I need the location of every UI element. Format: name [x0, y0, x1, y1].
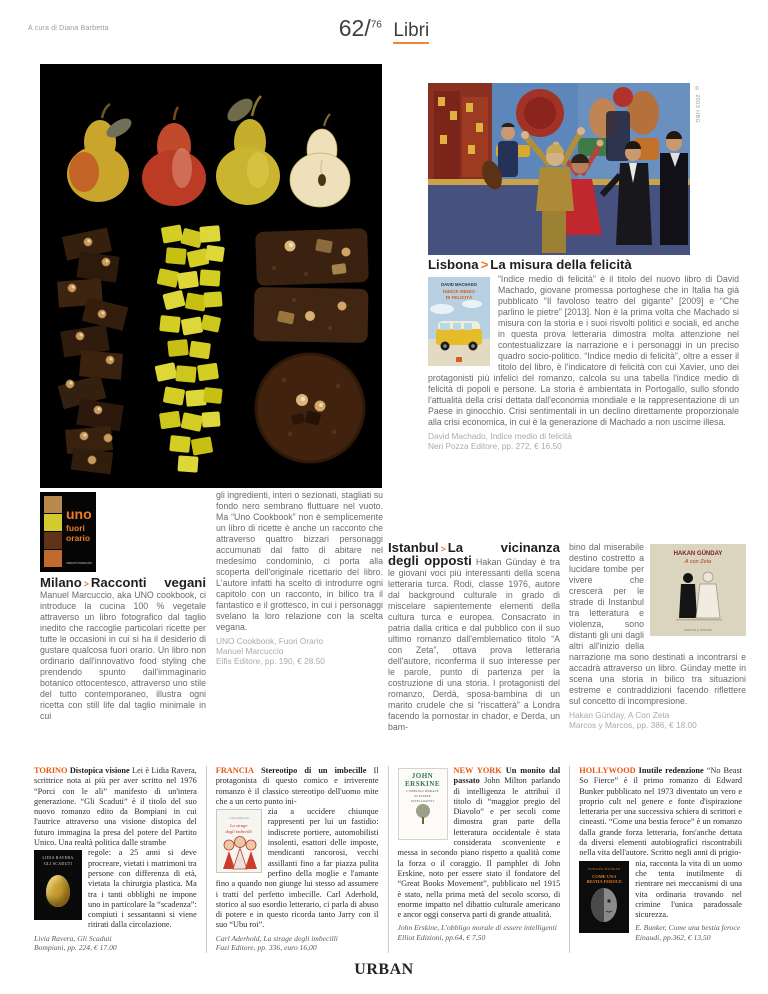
article-hollywood: HOLLYWOOD Inutile redenzione “No Beast So Fierce” è il primo romanzo di Edward Bunker pubblicato nel 1973 diventato un vero e proprio cult nel genere e fonte d'ispirazione letteraria per una successiva schiera di scrittori e cineasti. “Come una bestia feroce” è un romanzo dalla grande forza letteraria, fors'anche dettata da diversi elementi autobiografici riscontrabili nella vita dell'autore. Scritto negli anni di prigio- EDWARD BUNKER COME UNA BESTIA FEROCE nia, racconta la vita di un uomo che tenta inutilmente di rientrare nei meccanismi di una vita ordinaria trovando nel crimine l'unica paradossale sicurezza. E. Bunker, Come una bestia feroce Einaudi, pp.362, € 13,50	[569, 766, 742, 953]
svg-text:orario: orario	[66, 533, 91, 543]
arrow-separator: >	[440, 544, 446, 554]
book-credits: David Machado, Indice medio di felicità Neri Pozza Editore, pp. 272, € 16.50	[428, 431, 572, 452]
svg-text:manuel marcuccio: manuel marcuccio	[66, 561, 92, 565]
article-francia: FRANCIA Stereotipo di un imbecille Il protagonista di questo comico e irriverente romanzo è il classico stereotipo dell'uomo mite che a un certo punto ini- Carl Aderhold La strage degli imbecilli zia a uccidere chiunque rappresenti per lui un fastidio: indiscrete portiere, automobilisti insolenti, esattori delle imposte, mendicanti rancorosi, vecchi assillanti fino a far piazza pulita perfino della moglie e l'amante fino a quando non giunge lui stesso ad assumere i tratti del perfetto imbecille. Carl Aderhold, storico al suo esordio letterario, ci parla di abuso di potere e in questo ricorda tanto Jarry con il suo “Ubu roi”. Carl Aderhold, La strage degli imbecilli Fazi Editore, pp. 336, euro 16,00	[206, 766, 379, 953]
magazine-logo: URBAN	[354, 961, 414, 978]
article-lisbona	[428, 257, 739, 451]
svg-text:uno: uno	[66, 506, 92, 522]
face-art	[582, 885, 626, 925]
article-body: zia a uccidere chiunque rappresenti per lui un fastidio: indiscrete portiere, automobilisti insolenti, esattori delle imposte, mendicanti rancorosi, vecchi assillanti fino a far piazza pulita perfino della moglie e l'amante fino a quando non giunge lui stesso ad assumere i tratti del perfetto imbecille. Carl Aderhold, storico al suo esordio letterario, ci parla di abuso di potere e in questo ricorda tanto Jarry con il suo “Ubu roi”.	[215, 807, 379, 930]
svg-text:INDICE MEDIO: INDICE MEDIO	[443, 289, 475, 294]
section-title: Libri	[393, 20, 429, 44]
arrow-separator: >	[83, 579, 89, 589]
book-cover-uno-fuori-orario	[40, 492, 96, 575]
svg-text:A con Zeta: A con Zeta	[684, 559, 712, 565]
city-label: NEW YORK	[453, 766, 502, 775]
book-cover-a-con-zeta	[650, 544, 746, 639]
article-column-2	[569, 542, 746, 733]
article-column-2	[216, 490, 383, 722]
article-body: regole: a 25 anni si deve procreare, vietati i matrimoni tra persone con differenza di età, vietata la chirurgia plastica. Ma tra i tanti obblighi ne impone uno in particolare la “scadenza”: compiuti i sessantanni si viene ritirati dalla circolazione.	[88, 848, 197, 930]
city-label: FRANCIA	[215, 766, 255, 775]
article-headline: Lisbona > La misura della felicità	[428, 257, 632, 272]
book-credits: E. Bunker, Come una bestia feroce Einaudi, pp.362, € 13,50	[635, 923, 741, 942]
book-credits: Livia Ravera, Gli Scaduti Bompiani, pp. 224, € 17.00	[34, 933, 117, 953]
city-label: TORINO	[34, 766, 68, 775]
food-still-life-photo	[40, 64, 382, 488]
svg-text:fuori: fuori	[66, 523, 85, 533]
book-credits: Hakan Günday, A Con Zeta Marcos y Marcos, pp. 386, € 18.00	[569, 710, 697, 731]
curator-line: A cura di Diana Barbetta	[28, 25, 109, 32]
svg-text:marcos y marcos: marcos y marcos	[684, 628, 712, 632]
article-torino: TORINO Distopica visione Lei è Lidia Ravera, scrittrice nota ai più per aver scritto nel 1976 “Porci con le ali” manifesto di un'intera generazione. “Gli Scaduti” è il titolo del suo nuovo romanzo edito da Bompiani in cui l'autrice attraverso una visione distopica del futuro immagina la presa del potere del Partito Unico. Una realtà politica dalle strambe LIDIA RAVERA GLI SCADUTI regole: a 25 anni si deve procreare, vietati i matrimoni tra persone con differenza di età, vietata la chirurgia plastica. Ma tra i tanti obblighi ne impone uno in particolare la “scadenza”: compiuti i sessantanni si viene ritirati dalla circolazione. Livia Ravera, Gli Scaduti Bompiani, pp. 224, € 17.00	[34, 766, 197, 953]
book-credits: UNO Cookbook, Fuori Orario Manuel Marcuccio Eifis Editore, pp. 190, € 28.50	[216, 636, 325, 667]
article-column-1: uno fuori orario manuel marcuccio Milano > Racconti vegani Manuel Marcuccio, aka UNO cookbook, ci introduce la cucina 100 % vegetale attraverso un libro fotografico dal taglio inedito che raccoglie particolari ricette per tutte le occasioni in cui si ha il desiderio di gustare qualcosa fuori orario. Un libro non ordinario dall'innovativo food styling che prendendo spunto dall'immaginario botanico ottocentesco, attraverso uno stile del tutto contemporaneo, illustra ogni ricetta con still life dal taglio minimale in cui	[40, 490, 206, 722]
article-istanbul	[388, 542, 746, 733]
theatre-photo-graphic	[428, 83, 690, 255]
arrow-separator: >	[480, 257, 489, 272]
article-body: “Indice medio di felicità” è il titolo del nuovo libro di David Machado, giovane promessa portoghese che in Italia ha già pubblicato “Il favoloso teatro del gigante” [2009] e “Che parlino le pietre” [2013]. Non è la prima volta che Machado si misura con la storia e i suoi risvolti politici e sociali, ed anche in questa prova letteraria dimostra molta attenzione nel contestualizzare la narrazione e i personaggi in un preciso quadro socio-politico. “Indice medio di felicità”, oltre a esser il titolo del libro, è l'indicatore di felicità con cui Xavier, uno dei protagonisti più infelici del romanzo, calcola su una tabella l'indice medio di felicità di popoli e persone. La storia è ambientata in Portogallo, sullo sfondo l'attualità della crisi dettata dall'economia mondiale e la rappresentazione di un Paese in ginocchio. Crisi sentimentali in un declino direttamente proporzionale alla crisi economica, in cui è la generazione di Machado a non uscirne illesa.	[428, 274, 739, 427]
city-label: HOLLYWOOD	[579, 766, 636, 775]
book-cover-obbligo-morale: JOHN ERSKINE L'OBBLIGO MORALE DI ESSERE INTELLIGENTI	[398, 768, 448, 840]
book-cover-come-una-bestia-feroce: EDWARD BUNKER COME UNA BESTIA FEROCE	[579, 861, 629, 933]
article-body-col2: gli ingredienti, interi o sezionati, stagliati su fondo nero sembrano fluttuare nel vuoto. Ma “Uno Cookbook” non è semplicemente un libro di ricette è anche un racconto che attraverso quattro bizzari personaggi accumunati dal fatto di abitare nel medesimo condominio, ci porta alla scoperta dell'originale ricettario del libro. L'autore infatti ha scelto di introdurre ogni capitolo con un racconto, in bilico tra il fantastico e il grottesco, in cui i personaggi svelano la loro relazione con la scelta vegana.	[216, 490, 383, 632]
page-number: 62/$^{76}$	[338, 15, 382, 41]
bottom-reviews-band	[34, 766, 742, 953]
svg-text:HAKAN GÜNDAY: HAKAN GÜNDAY	[673, 551, 723, 557]
city-label: Lisbona	[428, 257, 479, 272]
cartoon-figures-art	[219, 835, 259, 871]
book-cover-gli-scaduti: LIDIA RAVERA GLI SCADUTI	[34, 850, 82, 920]
book-credits: Carl Aderhold, La strage degli imbecilli Fazi Editore, pp. 336, euro 16,00	[215, 933, 338, 953]
svg-text:DAVID MACHADO: DAVID MACHADO	[441, 282, 477, 287]
shell-art	[46, 875, 70, 907]
article-milano	[40, 490, 383, 722]
page-title	[0, 15, 768, 42]
article-body-col1: Hakan Günday è tra le giovani voci più interessanti della scena letteraria turca. Rodi, classe 1976, autore dal background culturale in grado di miscelare sapientemente elementi della cultura turca e europea. Consacrato in patria dalla critica e dal pubblico con il suo ultimo romanzo dall'emblematico titolo “A con Zeta”, ottava prova letteraria dell'autore, riconferma il suo interesse per le parole, punto di partenza per la costruzione di una storia. I protagonisti del romanzo, Derdà, sposa-bambina di un marito crudele che si “riscatterà” a Londra facendo la pornostar in chador, e Derda, un bam-	[388, 557, 560, 732]
book-cover-la-strage-degli-imbecilli: Carl Aderhold La strage degli imbecilli	[216, 809, 262, 873]
article-body-col2: bino dal miserabile destino costretto a lucidare tombe per vivere che crescerà per le strade di Instanbul tra letteratura e violenza, sono distanti gli uni dagli altri all'inizio della narrazione ma sono destinati a incontrarsi e accadrà attraverso un libro. Günday mette in scena una storia in bilico tra situazioni estreme e contraddizioni facendo riflettere sul concetto di incompresione.	[569, 542, 746, 706]
article-new-york: JOHN ERSKINE L'OBBLIGO MORALE DI ESSERE INTELLIGENTI NEW YORK Un monito dal passato John Milton parlando di intelligenza le attribuì il titolo di “maggior pregio del Diavolo” e per secoli come dimostra gran parte della letteratura occidentale è stata considerata sconveniente e messa in secondo piano rispetto a qualità come la forza o il coraggio. Il pamphlet di John Erskine, noto per essere stato il fondatore del “Great Books Movement”, pubblicato nel 1915 è stato, nella prima metà del secolo scorso, di enorme impatto nel dibattio culturale americano e ancor oggi conserva parti di grande attualità. John Erskine, L'obbligo morale di essere intelligenti Elliot Edizioni, pp.64, € 7,50	[388, 766, 561, 953]
article-body: nia, racconta la vita di un uomo che tenta inutilmente di rientrare nei meccanismi di una vita ordinaria trovando nel crimine l'unica paradossale sicurezza.	[635, 858, 742, 920]
book-cover-indice-medio-di-felicita	[428, 277, 490, 369]
city-label: Istanbul	[388, 540, 439, 555]
article-column-1: Istanbul > La vicinanza degli opposti Hakan Günday è tra le giovani voci più interessanti della scena letteraria turca. Rodi, classe 1976, autore dal background culturale in grado di miscelare sapientemente elementi della cultura turca e europea. Consacrato in patria dalla critica e dal pubblico con il suo ultimo romanzo dall'emblematico titolo “A con Zeta”, ottava prova letteraria dell'autore, riconferma il suo interesse per le parole, punto di partenza per la costruzione di una storia. I protagonisti del romanzo, Derdà, sposa-bambina di un marito crudele che si “riscatterà” a Londra facendo la pornostar in chador, e Derda, un bam-	[388, 540, 560, 732]
article-body: Lei è Lidia Ravera, scrittrice nota ai più per aver scritto nel 1976 “Porci con le ali” manifesto di un'intera generazione. “Gli Scaduti” è il titolo del suo nuovo romanzo edito da Bompiani in cui l'autrice attraverso una visione distopica del futuro immagina la presa del potere del Partito Unico. Una realtà politica dalle strambe	[34, 766, 197, 848]
article-body-col1: Manuel Marcuccio, aka UNO cookbook, ci introduce la cucina 100 % vegetale attraverso un libro fotografico dal taglio inedito che raccoglie particolari ricette per tutte le occasioni in cui si ha il desiderio di gustare qualcosa fuori orario. Un libro non ordinario dall'innovativo food styling che prendendo spunto dall'immaginario botanico ottocentesco, attraverso uno stile del tutto contemporaneo, illustra ogni ricetta con still life dal taglio minimale in cui	[40, 590, 206, 721]
svg-text:DI FELICITÀ: DI FELICITÀ	[445, 295, 473, 300]
article-body: Il protagonista di questo comico e irriverente romanzo è il classico stereotipo dell'uomo mite che a un certo punto ini-	[215, 766, 379, 806]
city-label: Milano	[40, 575, 82, 590]
book-credits: John Erskine, L'obbligo morale di essere intelligenti Elliot Edizioni, pp.64, € 7,50	[397, 923, 557, 942]
tree-art	[413, 803, 433, 825]
article-body: “No Beast So Fierce” è il primo romanzo di Edward Bunker pubblicato nel 1973 diventato un vero e proprio cult nel genere e fonte d'ispirazione letteraria per una successiva schiera di scrittori e cineasti. “Come una bestia feroce” è un romanzo dalla grande forza letteraria, fors'anche dettata da diversi elementi autobiografici riscontrabili nella vita dell'autore. Scritto negli anni di prigio-	[579, 766, 742, 858]
food-photo-graphic	[40, 64, 382, 488]
photo-credit: © 2003 HBG	[694, 86, 700, 124]
article-body: John Milton parlando di intelligenza le attribuì il titolo di “maggior pregio del Diavolo” e per secoli come dimostra gran parte della letteratura occidentale è stata considerata sconveniente e messa in secondo piano rispetto a qualità come la forza o il coraggio. Il pamphlet di John Erskine, noto per essere stato il fondatore del “Great Books Movement”, pubblicato nel 1915 è stato, nella prima metà del secolo scorso, di enorme impatto nel dibattio culturale americano e ancor oggi conserva parti di grande attualità.	[397, 776, 561, 920]
theatre-scene-photo	[428, 83, 690, 255]
